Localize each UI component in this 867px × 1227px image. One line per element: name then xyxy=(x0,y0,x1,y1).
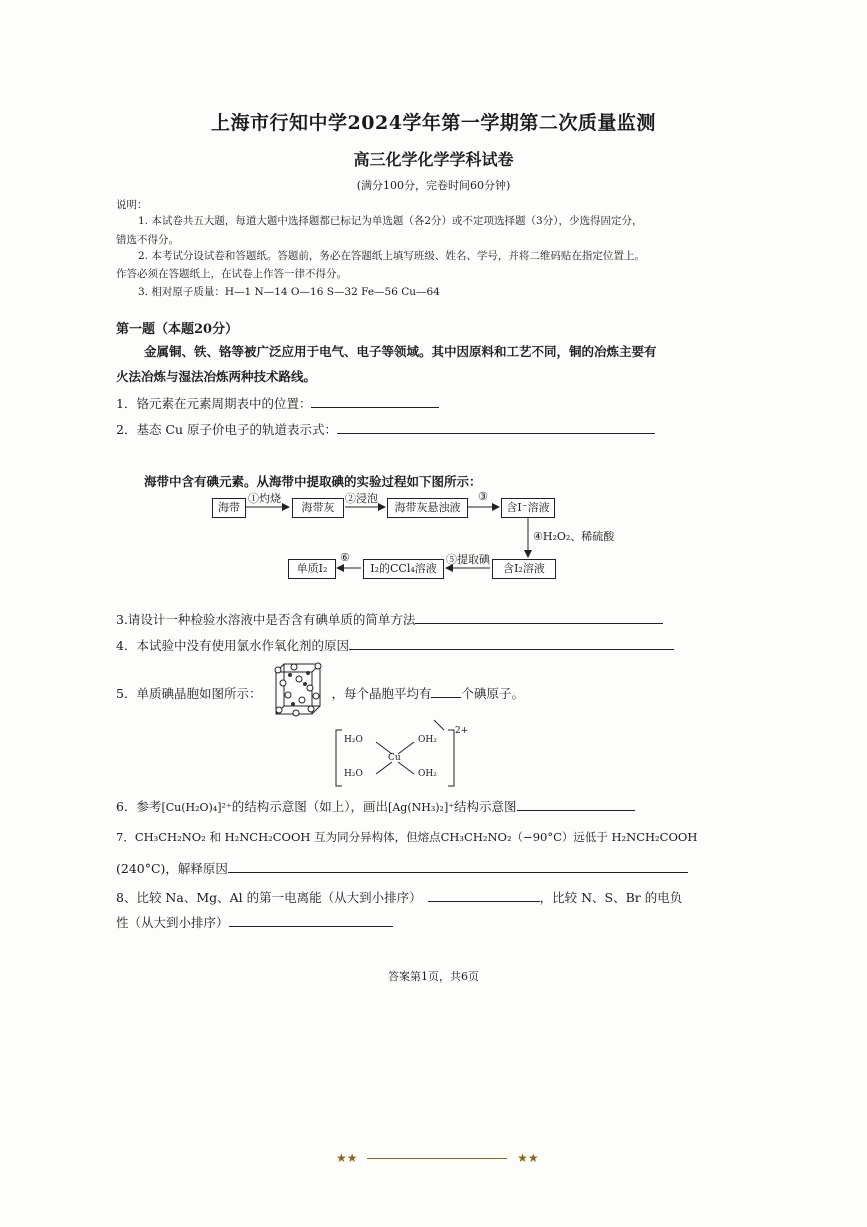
answer-blank-8a[interactable] xyxy=(428,889,540,902)
question-2: 2．基态 Cu 原子价电子的轨道表示式： xyxy=(116,420,655,438)
answer-blank-7[interactable] xyxy=(228,860,688,873)
question-8-line2: 性（从大到小排序） xyxy=(116,913,393,931)
question-3: 3.请设计一种检验水溶液中是否含有碘单质的简单方法 xyxy=(116,610,663,628)
star-left-icon: ★★ xyxy=(336,1151,358,1165)
page-title: 上海市行知中学2024学年第一学期第二次质量监测 xyxy=(211,112,656,134)
complex-charge: 2+ xyxy=(455,726,469,736)
flow-step-2: ②浸泡 xyxy=(345,492,378,505)
instruction-1-line2: 错选不得分。 xyxy=(116,234,179,246)
instruction-2-line1: 2. 本考试分设试卷和答题纸。答题前，务必在答题纸上填写班级、姓名、学号，并将二维码贴在指定位置上。 xyxy=(138,250,645,262)
flow-box-iodine-element: 单质I₂ xyxy=(288,559,336,579)
section-intro-line2: 火法冶炼与湿法冶炼两种技术路线。 xyxy=(116,369,317,384)
flow-box-ash: 海带灰 xyxy=(292,498,344,518)
section-intro-line1: 金属铜、铁、铬等被广泛应用于电气、电子等领域。其中因原料和工艺不同，铜的冶炼主要有 xyxy=(144,344,657,359)
star-right-icon: ★★ xyxy=(517,1151,539,1165)
question-7-line2: (240°C)，解释原因 xyxy=(116,859,688,877)
flow-box-iodine-solution: 含I₂溶液 xyxy=(492,559,556,579)
footer-decoration xyxy=(336,1151,539,1165)
flow-box-seaweed: 海带 xyxy=(212,498,246,518)
question-8-line1: 8、比较 Na、Mg、Al 的第一电离能（从大到小排序） ，比较 N、S、Br 的电负 xyxy=(116,890,683,905)
instructions-heading: 说明： xyxy=(116,199,148,211)
flow-step-6: ⑥ xyxy=(340,551,350,564)
seaweed-intro: 海带中含有碘元素。从海带中提取碘的实验过程如下图所示： xyxy=(144,474,482,489)
answer-blank-8b[interactable] xyxy=(229,914,393,927)
instruction-2-line2: 作答必须在答题纸上，在试卷上作答一律不得分。 xyxy=(116,268,347,280)
complex-center-atom: Cu xyxy=(388,753,401,763)
flow-step-3: ③ xyxy=(478,490,488,503)
question-6: 6．参考[Cu(H₂O)₄]²⁺的结构示意图（如上），画出[Ag(NH₃)₂]⁺结构示意图 xyxy=(116,797,635,815)
question-7-line1: 7．CH₃CH₂NO₂ 和 H₂NCH₂COOH 互为同分异构体，但熔点CH₃CH₂NO₂（−90°C）远低于 H₂NCH₂COOH xyxy=(116,830,698,844)
question-5: 5．单质碘晶胞如图所示： ，每个晶胞平均有 个碘原子。 xyxy=(116,686,524,701)
complex-ligand-top-left: H₂O xyxy=(344,735,363,745)
flow-step-1: ①灼烧 xyxy=(248,492,281,505)
flow-box-ccl4: I₂的CCl₄溶液 xyxy=(363,559,444,579)
formula-cu-complex: [Cu(H₂O)₄]²⁺ xyxy=(161,801,232,814)
instruction-1-line1: 1. 本试卷共五大题，每道大题中选择题都已标记为单选题（各2分）或不定项选择题（3分），少选得固定分， xyxy=(138,215,643,227)
exam-info: (满分100分，完卷时间60分钟) xyxy=(356,179,511,192)
flow-step-4: ④H₂O₂、稀硫酸 xyxy=(533,530,615,543)
formula-ag-complex: [Ag(NH₃)₂]⁺ xyxy=(388,801,455,814)
page-number: 答案第1页，共6页 xyxy=(388,970,479,983)
page-subtitle: 高三化学化学学科试卷 xyxy=(353,150,514,169)
question-1: 1．铬元素在元素周期表中的位置： xyxy=(116,394,439,412)
complex-ligand-bottom-left: H₂O xyxy=(344,769,363,779)
section-heading: 第一题（本题20分） xyxy=(116,322,239,337)
complex-ligand-bottom-right: OH₂ xyxy=(418,769,437,779)
question-4: 4．本试验中没有使用氯水作氧化剂的原因 xyxy=(116,636,674,654)
flow-box-iodide: 含I⁻溶液 xyxy=(501,498,555,518)
instruction-3: 3. 相对原子质量：H—1 N—14 O—16 S—32 Fe—56 Cu—64 xyxy=(138,286,440,298)
complex-ligand-top-right: OH₂ xyxy=(418,735,437,745)
answer-blank-6[interactable] xyxy=(517,798,635,811)
flow-box-suspension: 海带灰悬浊液 xyxy=(387,498,468,518)
flow-step-5: ⑤提取碘 xyxy=(446,553,490,566)
